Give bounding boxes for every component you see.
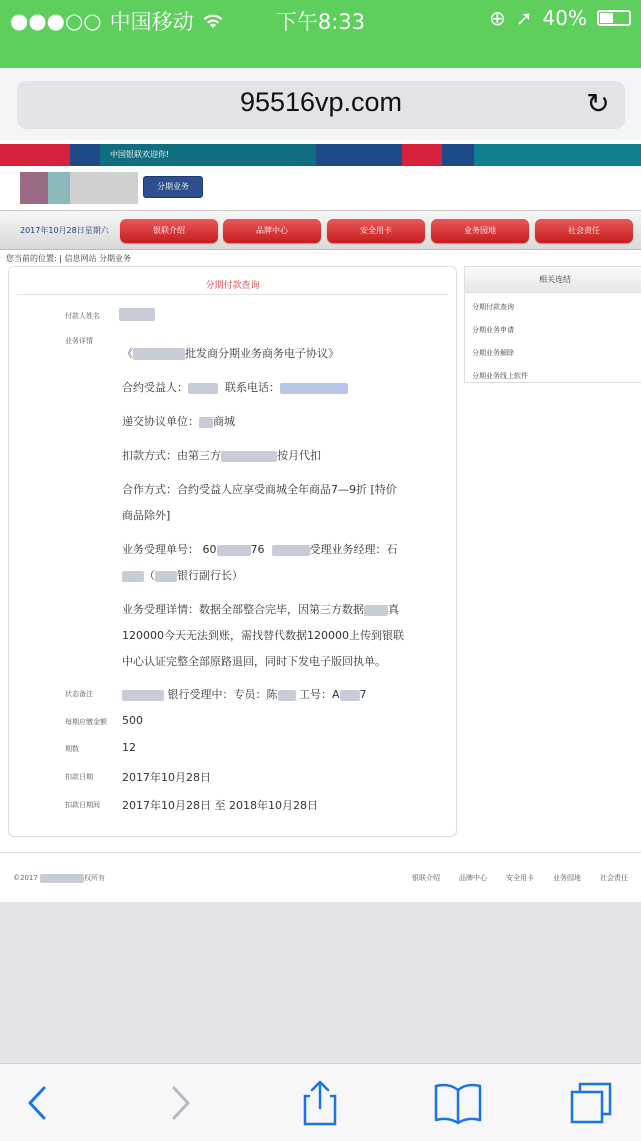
tabs-icon	[564, 1078, 620, 1128]
share-icon	[292, 1078, 348, 1128]
link-installment-cancel[interactable]: 分期业务解除	[472, 349, 514, 357]
details-label: 业务详情	[65, 337, 93, 345]
battery-icon	[597, 10, 631, 26]
footer-link-brand[interactable]: 品牌中心	[459, 874, 487, 882]
footer-link-safe[interactable]: 安全用卡	[506, 874, 534, 882]
deduct-period-label: 扣款日期间	[65, 801, 100, 809]
back-chevron-icon	[10, 1078, 66, 1128]
status-bar	[0, 0, 641, 68]
forward-button[interactable]	[152, 1078, 208, 1128]
deduct-period-value: 2017年10月28日 至 2018年10月28日	[122, 799, 318, 812]
signal-dots-icon: ●●●○○	[10, 9, 102, 33]
main-nav	[0, 210, 641, 250]
payer-label: 付款人姓名	[65, 312, 100, 320]
url-field[interactable]	[17, 81, 625, 129]
battery-percent: 40%	[542, 6, 587, 30]
accept-line-2: 120000今天无法到账，需找替代数据120000上传到银联	[122, 629, 404, 642]
installment-query-panel	[8, 266, 457, 837]
nav-unionpay-intro[interactable]: 银联介绍	[120, 219, 218, 243]
welcome-text: 中国银联欢迎你!	[110, 150, 170, 159]
title-divider	[17, 294, 448, 295]
deduct-date-value: 2017年10月28日	[122, 771, 211, 784]
top-color-stripe	[0, 144, 641, 166]
payer-name-redacted	[119, 308, 155, 321]
accept-line-1: 业务受理详情：数据全部整合完毕，因第三方数据 真	[122, 603, 399, 616]
related-links-panel	[464, 266, 641, 383]
rotation-lock-icon: ⊕	[489, 6, 506, 30]
panel-title: 分期付款查询	[205, 281, 260, 291]
footer-link-garden[interactable]: 业务园地	[553, 874, 581, 882]
footer-divider	[0, 852, 641, 853]
link-installment-apply[interactable]: 分期业务申请	[472, 326, 514, 334]
status-right	[489, 6, 631, 30]
address-bar	[0, 68, 641, 140]
url-text: 95516vp.com	[239, 87, 403, 117]
link-installment-software[interactable]: 分期业务线上软件	[472, 372, 528, 380]
accept-line-3: 中心认证完整全部原路退回，同时下发电子版回执单。	[122, 655, 386, 668]
copyright: ©2017 权所有	[13, 874, 106, 882]
related-links-title: 相关连结	[465, 267, 641, 293]
footer-link-intro[interactable]: 银联介绍	[412, 874, 440, 882]
unionpay-logo[interactable]	[20, 172, 138, 204]
nav-safe-card[interactable]: 安全用卡	[327, 219, 425, 243]
deduct-method-line: 扣款方式：由第三方 按月代扣	[122, 449, 321, 462]
reload-icon[interactable]: ↻	[586, 87, 610, 120]
periods-label: 期数	[65, 745, 79, 753]
coop-line-2: 商品除外]	[122, 509, 171, 522]
nav-social-responsibility[interactable]: 社会责任	[535, 219, 633, 243]
monthly-amount-value: 500	[122, 714, 143, 727]
breadcrumb: 您当前的位置: | 信息网站 分期业务	[6, 254, 132, 263]
submit-unit-line: 递交协议单位： 商城	[122, 415, 235, 428]
installment-business-button[interactable]: 分期业务	[143, 176, 203, 198]
periods-value: 12	[122, 741, 136, 754]
order-line-1: 业务受理单号： 60 76 受理业务经理：石	[122, 543, 398, 556]
nav-brand-center[interactable]: 品牌中心	[223, 219, 321, 243]
nav-business-garden[interactable]: 业务园地	[431, 219, 529, 243]
link-installment-query[interactable]: 分期付款查询	[472, 303, 514, 311]
status-value: 银行受理中：专员：陈 工号：A 7	[122, 686, 367, 702]
share-button[interactable]	[292, 1078, 348, 1128]
bookmarks-button[interactable]	[430, 1078, 486, 1128]
order-line-2: （ 银行副行长）	[122, 567, 243, 583]
carrier-label: 中国移动	[109, 10, 194, 34]
status-label: 状态备注	[65, 690, 93, 698]
tabs-button[interactable]	[564, 1078, 620, 1128]
web-content	[0, 140, 641, 902]
back-button[interactable]	[10, 1078, 66, 1128]
deduct-date-label: 扣款日期	[65, 773, 93, 781]
agreement-line: 《 批发商分期业务商务电子协议》	[122, 347, 339, 360]
status-time: 下午8:33	[275, 10, 366, 34]
forward-chevron-icon	[152, 1078, 208, 1128]
coop-line-1: 合作方式：合约受益人应享受商城全年商品7—9折 [特价	[122, 483, 397, 496]
book-icon	[430, 1078, 486, 1128]
beneficiary-line: 合约受益人： 联系电话：	[122, 379, 348, 395]
nav-date: 2017年10月28日星期六	[20, 226, 109, 235]
browser-toolbar	[0, 1063, 641, 1141]
monthly-amount-label: 每期应缴金额	[65, 718, 107, 726]
location-arrow-icon: ➚	[515, 6, 533, 30]
footer-link-social[interactable]: 社会责任	[600, 874, 628, 882]
